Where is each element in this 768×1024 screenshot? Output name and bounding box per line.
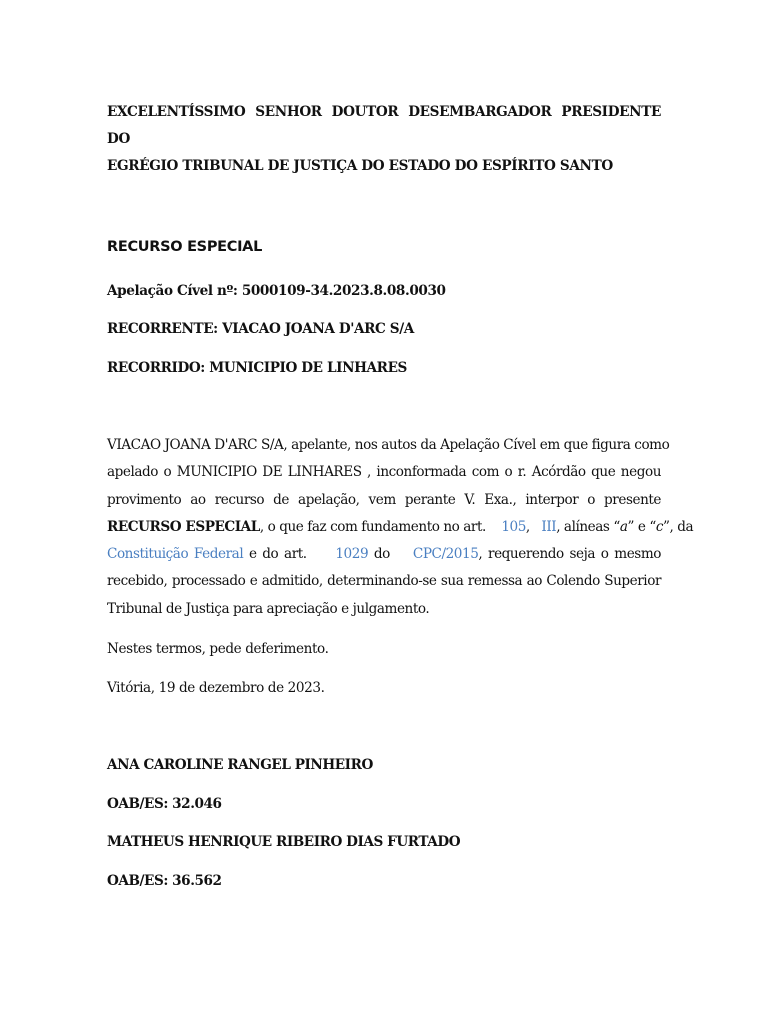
body-line-5	[107, 541, 661, 568]
link-inciso-iii[interactable]: III	[541, 518, 557, 535]
body-text: ,	[525, 518, 530, 535]
body-line-1: VIACAO JOANA D'ARC S/A, apelante, nos autos da Apelação Cível em que figura como	[107, 437, 670, 453]
appeal-number: Apelação Cível nº: 5000109-34.2023.8.08.0030	[107, 283, 446, 299]
body-italic-a: a	[619, 518, 628, 535]
addressee-line-1: EXCELENTÍSSIMO SENHOR DOUTOR DESEMBARGADOR PRESIDENTE DO	[107, 104, 661, 147]
signatory-oab-2: OAB/ES: 36.562	[107, 873, 222, 889]
closing-request: Nestes termos, pede deferimento.	[107, 641, 329, 657]
body-text: , o que faz com fundamento no art.	[259, 518, 486, 535]
body-text: , alíneas “	[556, 518, 620, 535]
appellant-field: RECORRENTE: VIACAO JOANA D'ARC S/A	[107, 321, 414, 337]
link-constituicao-federal[interactable]: Constituição Federal	[107, 546, 244, 563]
appellee-field: RECORRIDO: MUNICIPIO DE LINHARES	[107, 360, 407, 376]
body-text: , requerendo seja o mesmo	[478, 546, 661, 563]
body-text: ” e “	[627, 518, 656, 535]
link-art-1029[interactable]: 1029	[335, 546, 369, 563]
signatory-oab-1: OAB/ES: 32.046	[107, 796, 222, 812]
signatory-name-1: ANA CAROLINE RANGEL PINHEIRO	[107, 757, 373, 773]
body-line-2: apelado o MUNICIPIO DE LINHARES , inconformada com o r. Acórdão que negou	[107, 464, 661, 481]
body-line-3: provimento ao recurso de apelação, vem perante V. Exa., interpor o presente	[107, 491, 661, 508]
place-date: Vitória, 19 de dezembro de 2023.	[107, 680, 325, 696]
body-text: ”, da	[663, 518, 694, 535]
body-text: do	[373, 546, 390, 563]
body-line-7: Tribunal de Justiça para apreciação e julgamento.	[107, 600, 430, 617]
addressee-line-2: EGRÉGIO TRIBUNAL DE JUSTIÇA DO ESTADO DO ESPÍRITO SANTO	[107, 158, 613, 174]
petition-body	[107, 432, 694, 623]
body-bold-recurso-especial: RECURSO ESPECIAL	[107, 518, 260, 535]
link-art-105[interactable]: 105	[501, 518, 526, 535]
body-italic-c: c	[655, 518, 664, 535]
signatory-name-2: MATHEUS HENRIQUE RIBEIRO DIAS FURTADO	[107, 834, 461, 850]
addressee-heading	[107, 99, 661, 180]
document-type-title: RECURSO ESPECIAL	[107, 239, 263, 255]
body-text: e do art.	[248, 546, 307, 563]
body-line-6: recebido, processado e admitido, determinando-se sua remessa ao Colendo Superior	[107, 573, 661, 590]
body-line-4	[107, 514, 694, 541]
link-cpc-2015[interactable]: CPC/2015	[412, 546, 479, 563]
